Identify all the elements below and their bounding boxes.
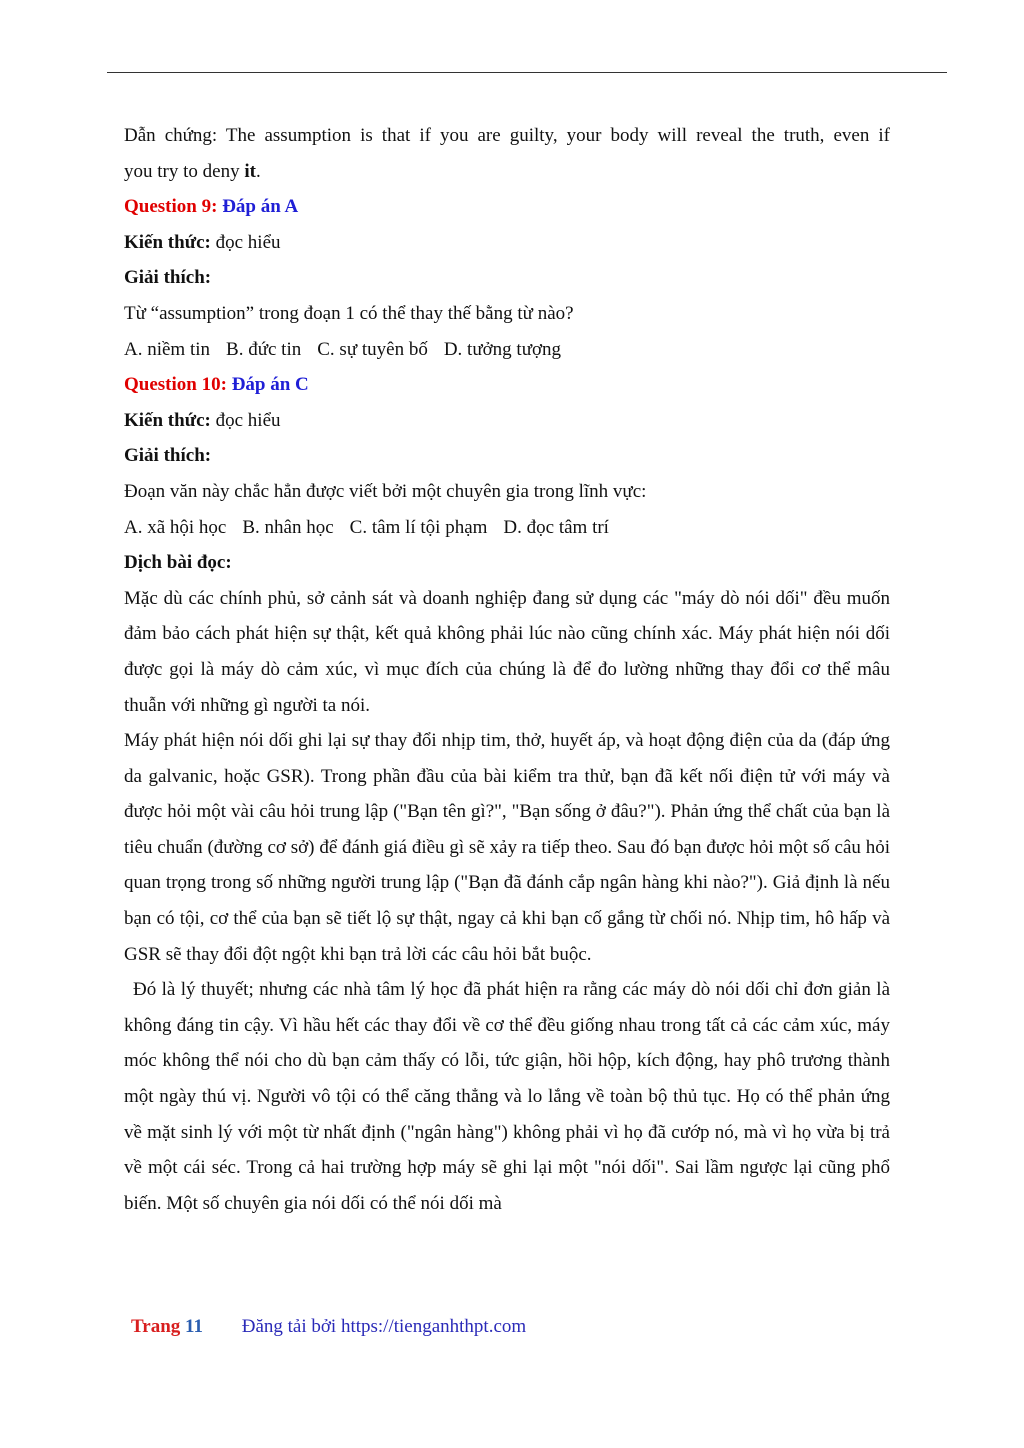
translation-paragraph-2: Máy phát hiện nói dối ghi lại sự thay đổi nhịp tim, thở, huyết áp, và hoạt động điện của da (đáp ứng da galvanic, hoặc GSR). Trong phần đầu của bài kiểm tra thử, bạn đã kết nối điện tử với máy và được hỏi một vài câu hỏi trung lập ("Bạn tên gì?", "Bạn sống ở đâu?"). Phản ứng thể chất của bạn là tiêu chuẩn (đường cơ sở) để đánh giá điều gì sẽ xảy ra tiếp theo. Sau đó bạn được hỏi một số câu hỏi quan trọng trong số những người trung lập ("Bạn đã đánh cắp ngân hàng khi nào?"). Giả định là nếu bạn có tội, cơ thể của bạn sẽ tiết lộ sự thật, ngay cả khi bạn cố gắng từ chối nó. Nhịp tim, hô hấp và GSR sẽ thay đổi đột ngột khi bạn trả lời các câu hỏi bắt buộc. (124, 730, 890, 965)
translation-heading: Dịch bài đọc: (124, 552, 232, 574)
q10-knowledge-value: đọc hiểu (215, 409, 281, 431)
q10-heading (124, 367, 890, 403)
q9-option-b: B. đức tin (226, 338, 302, 360)
q10-option-b: B. nhân học (242, 516, 334, 538)
q9-option-a: A. niềm tin (124, 338, 211, 360)
page-number: 11 (185, 1316, 203, 1337)
translation-paragraph-3: Đó là lý thuyết; nhưng các nhà tâm lý học đã phát hiện ra rằng các máy dò nói dối chỉ đơn giản là không đáng tin cậy. Vì hầu hết các thay đổi về cơ thể đều giống nhau trong tất cả các cảm xúc, máy móc không thể nói cho dù bạn cảm thấy có lỗi, tức giận, hồi hộp, kích động, hay phô trương thành một ngày thú vị. Người vô tội có thể căng thẳng và lo lắng về toàn bộ thủ tục. Họ có thể phản ứng về mặt sinh lý với một từ nhất định ("ngân hàng") không phải vì họ đã cướp nó, mà vì họ vừa bị trả về một cái séc. Trong cả hai trường hợp máy sẽ ghi lại một "nói dối". Sai lầm ngược lại cũng phổ biến. Một số chuyên gia nói dối có thể nói dối mà (124, 979, 890, 1214)
q9-answer: Đáp án A (222, 196, 299, 218)
evidence-period: . (255, 160, 261, 182)
evidence-text-2: you try to deny (124, 160, 240, 182)
evidence-line (124, 118, 890, 154)
q10-explain-label: Giải thích: (124, 445, 212, 467)
q9-label: Question 9: (124, 196, 218, 218)
page-label: Trang (131, 1316, 181, 1337)
q10-knowledge (124, 403, 890, 439)
page-footer (131, 1316, 526, 1338)
evidence-text: The assumption is that if you are guilty, your body will reveal the truth, even if (225, 125, 890, 146)
q9-prompt: Từ “assumption” trong đoạn 1 có thể thay thế bằng từ nào? (124, 302, 574, 324)
page-content (124, 118, 890, 1221)
q9-options (124, 332, 890, 368)
q9-explain-label: Giải thích: (124, 267, 212, 289)
uploader-credit: Đăng tải bởi https://tienganhthpt.com (241, 1316, 527, 1337)
evidence-label: Dẫn chứng: (124, 125, 218, 146)
q10-option-d: D. đọc tâm trí (503, 516, 609, 538)
q9-knowledge (124, 225, 890, 261)
q10-knowledge-label: Kiến thức: (124, 409, 211, 431)
translation-paragraph-1: Mặc dù các chính phủ, sở cảnh sát và doanh nghiệp đang sử dụng các "máy dò nói dối" đều muốn đảm bảo cách phát hiện sự thật, kết quả không phải lúc nào cũng chính xác. Máy phát hiện nói dối được gọi là máy dò cảm xúc, vì mục đích của chúng là để đo lường những thay đổi cơ thể mâu thuẫn với những gì người ta nói. (124, 587, 890, 716)
q10-answer: Đáp án C (231, 374, 309, 396)
evidence-bold-word: it (244, 160, 256, 182)
q9-option-d: D. tưởng tượng (443, 338, 562, 360)
q10-label: Question 10: (124, 374, 227, 396)
evidence-line-2 (124, 154, 890, 190)
q10-prompt: Đoạn văn này chắc hẳn được viết bởi một chuyên gia trong lĩnh vực: (124, 480, 647, 502)
q10-option-c: C. tâm lí tội phạm (349, 516, 488, 538)
q9-knowledge-label: Kiến thức: (124, 231, 211, 253)
q9-heading (124, 189, 890, 225)
header-rule (107, 72, 947, 73)
q10-options (124, 510, 890, 546)
q9-knowledge-value: đọc hiểu (215, 231, 281, 253)
q9-option-c: C. sự tuyên bố (317, 338, 428, 360)
q10-option-a: A. xã hội học (124, 516, 227, 538)
